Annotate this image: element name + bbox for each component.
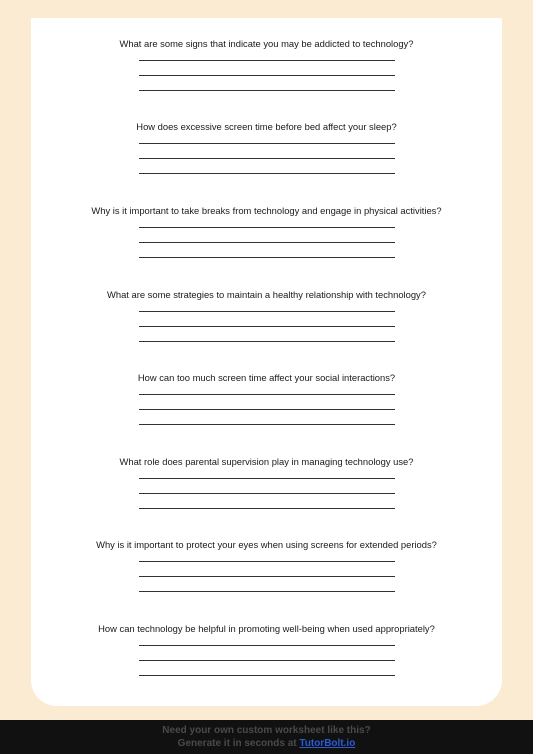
question-block-1 [31, 38, 502, 91]
promo-footer [0, 720, 533, 754]
answer-line [139, 243, 395, 258]
answer-line [139, 159, 395, 174]
question-text: What are some signs that indicate you may be addicted to technology? [119, 38, 414, 49]
answer-line [139, 551, 395, 562]
question-block-2 [31, 121, 502, 174]
question-block-5 [31, 372, 502, 425]
answer-line [139, 395, 395, 410]
question-text: How can technology be helpful in promoting well-being when used appropriately? [98, 623, 435, 634]
answer-line [139, 312, 395, 327]
answer-line [139, 76, 395, 91]
answer-line [139, 479, 395, 494]
question-text: How can too much screen time affect your social interactions? [137, 372, 396, 383]
answer-line [139, 144, 395, 159]
question-text: What are some strategies to maintain a healthy relationship with technology? [107, 289, 426, 300]
answer-line [139, 646, 395, 661]
answer-line [139, 217, 395, 228]
answer-line [139, 228, 395, 243]
answer-line [139, 133, 395, 144]
footer-generate-line [0, 737, 533, 750]
answer-line [139, 562, 395, 577]
answer-line [139, 50, 395, 61]
question-block-8 [31, 623, 502, 676]
question-block-3 [31, 205, 502, 258]
question-block-7 [31, 539, 502, 592]
footer-promo-text: Need your own custom worksheet like this? [162, 725, 371, 736]
footer-generate-text: Generate it in seconds at [177, 738, 300, 749]
answer-line [139, 61, 395, 76]
question-block-6 [31, 456, 502, 509]
answer-line [139, 468, 395, 479]
answer-line [139, 661, 395, 676]
answer-line [139, 327, 395, 342]
tutorbolt-link[interactable]: TutorBolt.io [299, 738, 356, 749]
question-text: How does excessive screen time before bed affect your sleep? [136, 121, 397, 132]
answer-line [139, 577, 395, 592]
question-text: What role does parental supervision play in managing technology use? [119, 456, 414, 467]
question-text: Why is it important to take breaks from technology and engage in physical activities? [91, 205, 442, 216]
answer-line [139, 301, 395, 312]
answer-line [139, 410, 395, 425]
answer-line [139, 635, 395, 646]
answer-line [139, 494, 395, 509]
question-text: Why is it important to protect your eyes when using screens for extended periods? [96, 539, 437, 550]
worksheet-page [31, 18, 502, 706]
question-block-4 [31, 289, 502, 342]
answer-line [139, 384, 395, 395]
